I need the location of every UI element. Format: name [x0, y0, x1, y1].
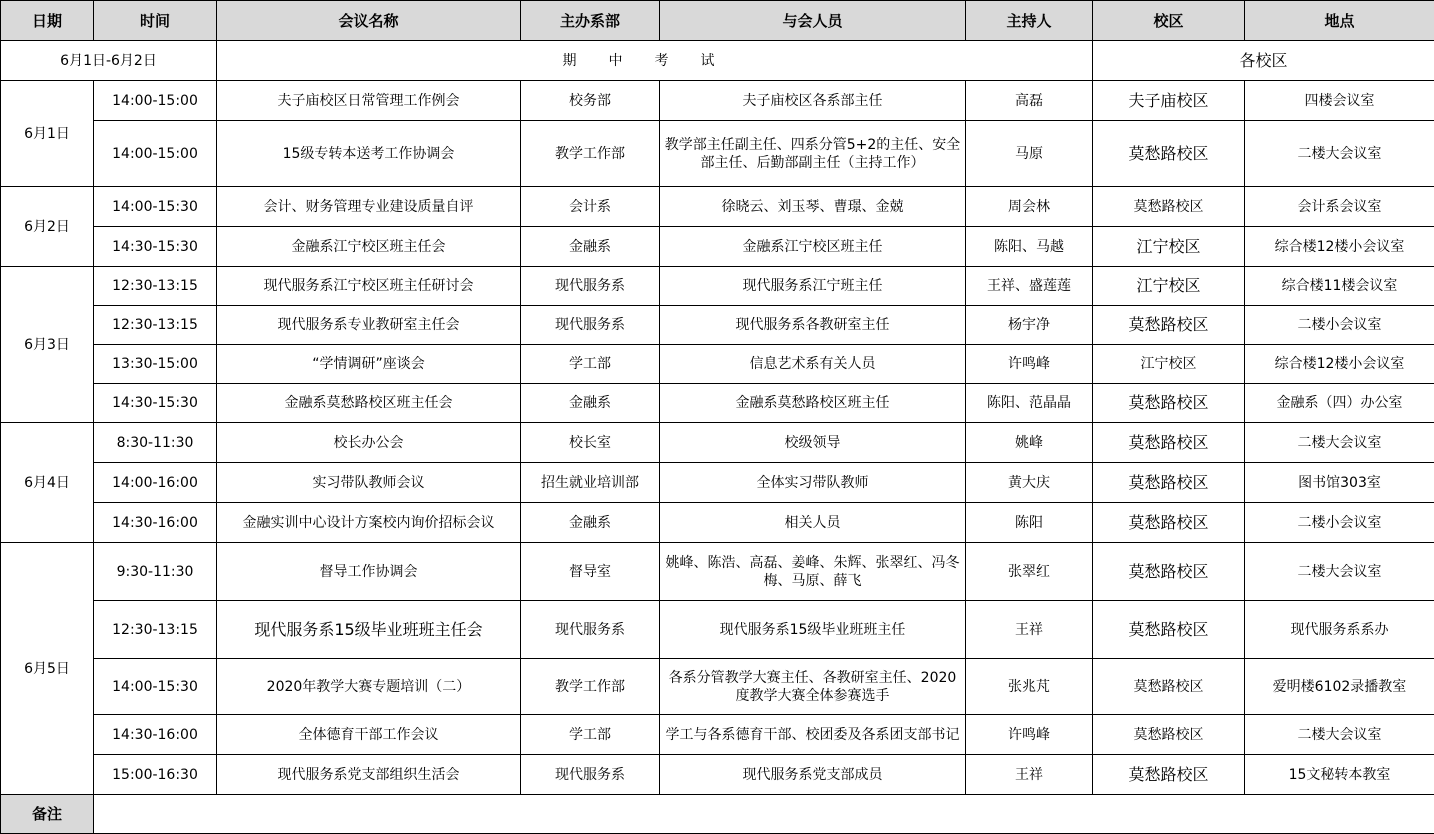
- cell-time: 14:00-15:00: [94, 81, 217, 121]
- cell-department: 教学工作部: [521, 121, 660, 187]
- cell-campus: 江宁校区: [1093, 267, 1245, 306]
- day-date: 6月2日: [1, 187, 94, 267]
- day-date: 6月4日: [1, 423, 94, 543]
- table-row: [1, 755, 1434, 795]
- table-row: [1, 81, 1434, 121]
- cell-department: 金融系: [521, 227, 660, 267]
- cell-meeting-name: 金融系莫愁路校区班主任会: [217, 384, 521, 423]
- cell-host: 陈阳、马越: [966, 227, 1093, 267]
- cell-time: 13:30-15:00: [94, 345, 217, 384]
- cell-host: 许鸣峰: [966, 345, 1093, 384]
- cell-time: 14:30-16:00: [94, 715, 217, 755]
- header-host: 主持人: [966, 1, 1093, 41]
- table-row: [1, 463, 1434, 503]
- cell-host: 王祥: [966, 601, 1093, 659]
- day-date: 6月1日: [1, 81, 94, 187]
- header-location: 地点: [1245, 1, 1434, 41]
- cell-time: 12:30-13:15: [94, 601, 217, 659]
- cell-campus: 莫愁路校区: [1093, 423, 1245, 463]
- cell-attendees: 现代服务系15级毕业班班主任: [660, 601, 966, 659]
- header-attendees: 与会人员: [660, 1, 966, 41]
- cell-host: 张翠红: [966, 543, 1093, 601]
- table-row: [1, 659, 1434, 715]
- table-row: [1, 384, 1434, 423]
- cell-department: 学工部: [521, 715, 660, 755]
- cell-host: 高磊: [966, 81, 1093, 121]
- cell-attendees: 夫子庙校区各系部主任: [660, 81, 966, 121]
- cell-location: 会计系会议室: [1245, 187, 1434, 227]
- day-date: 6月5日: [1, 543, 94, 795]
- cell-host: 杨宇净: [966, 306, 1093, 345]
- cell-campus: 莫愁路校区: [1093, 384, 1245, 423]
- table-row: [1, 601, 1434, 659]
- cell-location: 综合楼12楼小会议室: [1245, 227, 1434, 267]
- cell-time: 14:30-15:30: [94, 384, 217, 423]
- cell-campus: 莫愁路校区: [1093, 543, 1245, 601]
- cell-time: 14:00-15:30: [94, 187, 217, 227]
- cell-department: 现代服务系: [521, 267, 660, 306]
- day-date: 6月3日: [1, 267, 94, 423]
- table-row: [1, 267, 1434, 306]
- cell-campus: 莫愁路校区: [1093, 659, 1245, 715]
- exam-row: [1, 41, 1434, 81]
- cell-attendees: 现代服务系江宁班主任: [660, 267, 966, 306]
- cell-time: 12:30-13:15: [94, 306, 217, 345]
- cell-meeting-name: 2020年教学大赛专题培训（二）: [217, 659, 521, 715]
- cell-attendees: 徐晓云、刘玉琴、曹璟、金兢: [660, 187, 966, 227]
- cell-host: 张兆芃: [966, 659, 1093, 715]
- cell-attendees: 校级领导: [660, 423, 966, 463]
- cell-campus: 莫愁路校区: [1093, 121, 1245, 187]
- cell-location: 二楼大会议室: [1245, 423, 1434, 463]
- cell-location: 二楼大会议室: [1245, 715, 1434, 755]
- cell-location: 二楼小会议室: [1245, 306, 1434, 345]
- table-row: [1, 121, 1434, 187]
- cell-host: 马原: [966, 121, 1093, 187]
- cell-location: 图书馆303室: [1245, 463, 1434, 503]
- cell-attendees: 学工与各系德育干部、校团委及各系团支部书记: [660, 715, 966, 755]
- cell-host: 黄大庆: [966, 463, 1093, 503]
- cell-meeting-name: 金融实训中心设计方案校内询价招标会议: [217, 503, 521, 543]
- header-campus: 校区: [1093, 1, 1245, 41]
- cell-department: 学工部: [521, 345, 660, 384]
- cell-campus: 江宁校区: [1093, 227, 1245, 267]
- cell-campus: 莫愁路校区: [1093, 187, 1245, 227]
- cell-meeting-name: “学情调研”座谈会: [217, 345, 521, 384]
- cell-campus: 莫愁路校区: [1093, 503, 1245, 543]
- cell-attendees: 现代服务系各教研室主任: [660, 306, 966, 345]
- cell-host: 陈阳、范晶晶: [966, 384, 1093, 423]
- cell-attendees: 相关人员: [660, 503, 966, 543]
- cell-time: 14:00-15:00: [94, 121, 217, 187]
- cell-meeting-name: 15级专转本送考工作协调会: [217, 121, 521, 187]
- cell-department: 校务部: [521, 81, 660, 121]
- table-row: [1, 345, 1434, 384]
- cell-campus: 夫子庙校区: [1093, 81, 1245, 121]
- cell-meeting-name: 现代服务系15级毕业班班主任会: [217, 601, 521, 659]
- cell-meeting-name: 督导工作协调会: [217, 543, 521, 601]
- table-row: [1, 423, 1434, 463]
- cell-attendees: 金融系江宁校区班主任: [660, 227, 966, 267]
- cell-campus: 莫愁路校区: [1093, 755, 1245, 795]
- cell-time: 9:30-11:30: [94, 543, 217, 601]
- cell-campus: 江宁校区: [1093, 345, 1245, 384]
- table-row: [1, 187, 1434, 227]
- cell-meeting-name: 夫子庙校区日常管理工作例会: [217, 81, 521, 121]
- cell-campus: 莫愁路校区: [1093, 306, 1245, 345]
- cell-campus: 莫愁路校区: [1093, 715, 1245, 755]
- cell-location: 二楼小会议室: [1245, 503, 1434, 543]
- cell-attendees: 全体实习带队教师: [660, 463, 966, 503]
- cell-campus: 莫愁路校区: [1093, 601, 1245, 659]
- cell-department: 会计系: [521, 187, 660, 227]
- cell-time: 14:30-16:00: [94, 503, 217, 543]
- cell-department: 督导室: [521, 543, 660, 601]
- cell-host: 姚峰: [966, 423, 1093, 463]
- header-department: 主办系部: [521, 1, 660, 41]
- cell-attendees: 各系分管教学大赛主任、各教研室主任、2020度教学大赛全体参赛选手: [660, 659, 966, 715]
- cell-host: 陈阳: [966, 503, 1093, 543]
- table-row: [1, 503, 1434, 543]
- notes-row: [1, 795, 1434, 834]
- cell-host: 周会林: [966, 187, 1093, 227]
- cell-attendees: 现代服务系党支部成员: [660, 755, 966, 795]
- table-row: [1, 227, 1434, 267]
- exam-date: 6月1日-6月2日: [1, 41, 217, 81]
- notes-label: 备注: [1, 795, 94, 834]
- cell-location: 二楼大会议室: [1245, 121, 1434, 187]
- cell-host: 许鸣峰: [966, 715, 1093, 755]
- cell-meeting-name: 实习带队教师会议: [217, 463, 521, 503]
- cell-meeting-name: 校长办公会: [217, 423, 521, 463]
- cell-meeting-name: 现代服务系党支部组织生活会: [217, 755, 521, 795]
- exam-text: 期中考试: [217, 41, 1093, 81]
- cell-department: 金融系: [521, 503, 660, 543]
- cell-meeting-name: 现代服务系专业教研室主任会: [217, 306, 521, 345]
- cell-location: 综合楼11楼会议室: [1245, 267, 1434, 306]
- cell-attendees: 教学部主任副主任、四系分管5+2的主任、安全部主任、后勤部副主任（主持工作）: [660, 121, 966, 187]
- cell-attendees: 信息艺术系有关人员: [660, 345, 966, 384]
- cell-department: 金融系: [521, 384, 660, 423]
- cell-time: 14:30-15:30: [94, 227, 217, 267]
- notes-value: [94, 795, 1434, 834]
- header-meeting-name: 会议名称: [217, 1, 521, 41]
- cell-attendees: 金融系莫愁路校区班主任: [660, 384, 966, 423]
- header-time: 时间: [94, 1, 217, 41]
- cell-time: 8:30-11:30: [94, 423, 217, 463]
- header-date: 日期: [1, 1, 94, 41]
- cell-meeting-name: 金融系江宁校区班主任会: [217, 227, 521, 267]
- cell-location: 二楼大会议室: [1245, 543, 1434, 601]
- cell-time: 14:00-15:30: [94, 659, 217, 715]
- cell-location: 四楼会议室: [1245, 81, 1434, 121]
- table-row: [1, 306, 1434, 345]
- cell-department: 校长室: [521, 423, 660, 463]
- table-row: [1, 715, 1434, 755]
- cell-department: 招生就业培训部: [521, 463, 660, 503]
- cell-location: 爱明楼6102录播教室: [1245, 659, 1434, 715]
- cell-department: 现代服务系: [521, 755, 660, 795]
- cell-host: 王祥: [966, 755, 1093, 795]
- cell-location: 15文秘转本教室: [1245, 755, 1434, 795]
- cell-attendees: 姚峰、陈浩、高磊、姜峰、朱辉、张翠红、冯冬梅、马原、薛飞: [660, 543, 966, 601]
- cell-meeting-name: 会计、财务管理专业建设质量自评: [217, 187, 521, 227]
- cell-time: 12:30-13:15: [94, 267, 217, 306]
- cell-campus: 莫愁路校区: [1093, 463, 1245, 503]
- header-row: [1, 1, 1434, 41]
- cell-meeting-name: 现代服务系江宁校区班主任研讨会: [217, 267, 521, 306]
- table-row: [1, 543, 1434, 601]
- cell-department: 教学工作部: [521, 659, 660, 715]
- cell-time: 15:00-16:30: [94, 755, 217, 795]
- cell-meeting-name: 全体德育干部工作会议: [217, 715, 521, 755]
- cell-location: 现代服务系系办: [1245, 601, 1434, 659]
- cell-department: 现代服务系: [521, 306, 660, 345]
- cell-location: 金融系（四）办公室: [1245, 384, 1434, 423]
- cell-department: 现代服务系: [521, 601, 660, 659]
- exam-campus: 各校区: [1093, 41, 1434, 81]
- cell-host: 王祥、盛莲莲: [966, 267, 1093, 306]
- cell-location: 综合楼12楼小会议室: [1245, 345, 1434, 384]
- cell-time: 14:00-16:00: [94, 463, 217, 503]
